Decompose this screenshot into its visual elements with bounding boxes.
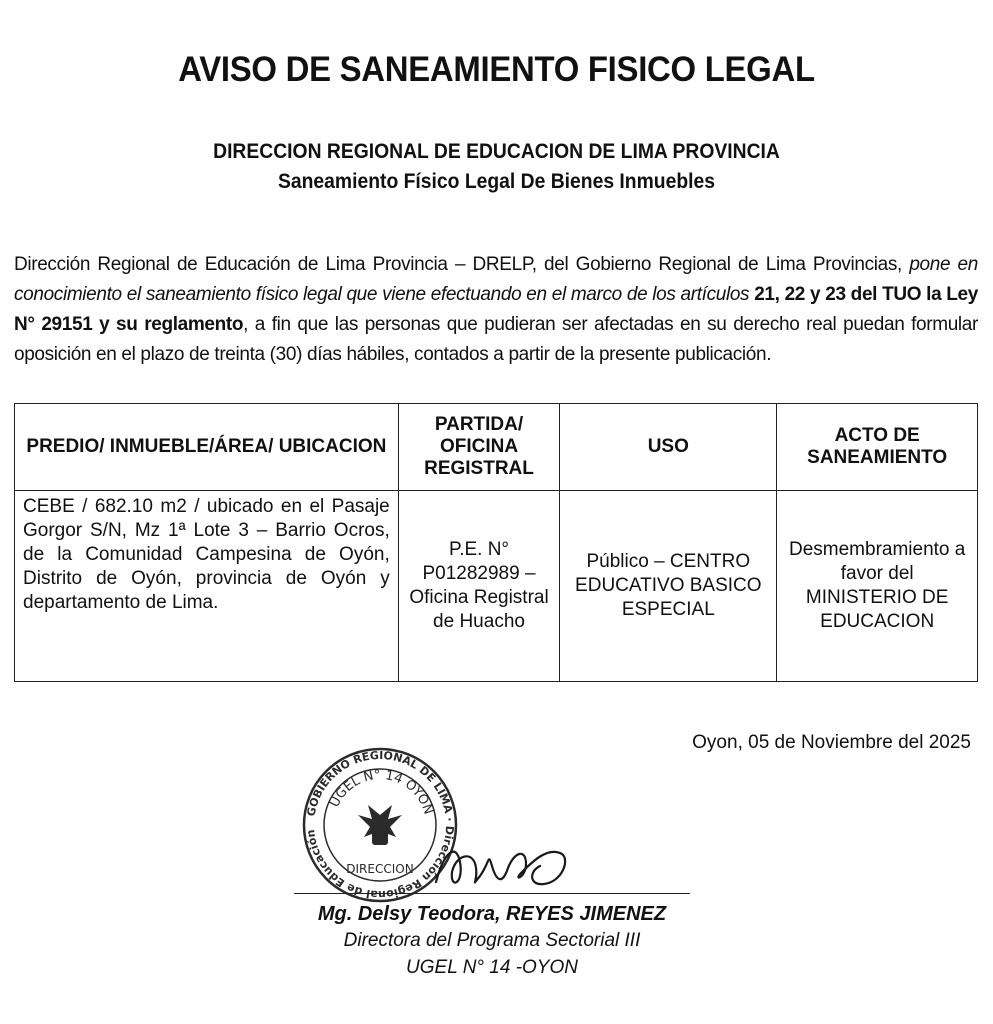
cell-partida: P.E. N° P01282989 – Oficina Registral de Huacho — [398, 491, 560, 682]
intro-paragraph — [14, 250, 978, 370]
signer-unit: UGEL N° 14 -OYON — [406, 957, 578, 978]
handwritten-signature-icon — [430, 832, 570, 896]
intro-text-1: Dirección Regional de Educación de Lima Provincia – DRELP, del Gobierno Regional de Lima Provincias, — [14, 254, 910, 275]
intro-text-bold: 21, 22 y 23 del TUO la Ley N° 29151 y su reglamento — [14, 284, 978, 335]
property-table — [14, 403, 978, 682]
cell-predio: CEBE / 682.10 m2 / ubicado en el Pasaje Gorgor S/N, Mz 1ª Lote 3 – Barrio Ocros, de la Comunidad Campesina de Oyón, Distrito de Oyón, provincia de Oyón y departamento de Lima. — [15, 491, 399, 682]
cell-uso: Público – CENTRO EDUCATIVO BASICO ESPECIAL — [560, 491, 777, 682]
table-header-row — [15, 404, 978, 491]
signer-position: Directora del Programa Sectorial III — [343, 930, 641, 951]
table-row — [15, 491, 978, 682]
intro-text-italic: pone en conocimiento el saneamiento físico legal que viene efectuando en el marco de los artículos — [14, 254, 978, 305]
document-title: AVISO DE SANEAMIENTO FISICO LEGAL — [178, 50, 815, 89]
seal-bottom-text: DIRECCION — [346, 862, 414, 876]
signer-name: Mg. Delsy Teodora, REYES JIMENEZ — [317, 903, 667, 925]
organization-heading: DIRECCION REGIONAL DE EDUCACION DE LIMA PROVINCIA — [213, 140, 780, 163]
header-uso: USO — [560, 404, 777, 491]
header-acto: ACTO DE SANEAMIENTO — [777, 404, 978, 491]
seal-outer-text: GOBIERNO REGIONAL DE LIMA · Dirección Regional de Educación — [304, 748, 457, 902]
header-partida: PARTIDA/ OFICINA REGISTRAL — [398, 404, 560, 491]
seal-inner-text: UGEL N° 14 OYON — [327, 767, 436, 817]
coat-of-arms-icon — [358, 805, 402, 845]
signature-line — [294, 893, 690, 894]
cell-acto: Desmembramiento a favor del MINISTERIO DE EDUCACION — [777, 491, 978, 682]
place-date: Oyon, 05 de Noviembre del 2025 — [692, 732, 971, 753]
intro-text-2: , a fin que las personas que pudieran ser afectadas en su derecho real puedan formular oposición en el plazo de treinta (30) días hábiles, contados a partir de la presente publicación. — [14, 314, 978, 365]
document-subtitle: Saneamiento Físico Legal De Bienes Inmuebles — [278, 170, 715, 193]
header-predio: PREDIO/ INMUEBLE/ÁREA/ UBICACION — [15, 404, 399, 491]
